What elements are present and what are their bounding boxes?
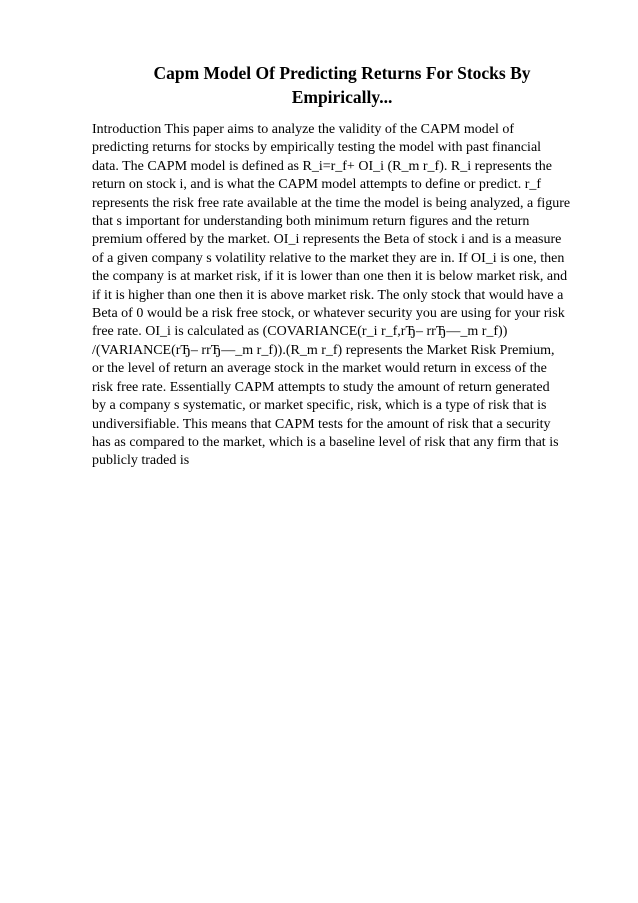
body-line: publicly traded is: [92, 453, 190, 469]
body-line: represents the risk free rate available at the time the model is being analyzed, a figure: [92, 195, 571, 211]
body-line: premium offered by the market. OI_i represents the Beta of stock i and is a measure: [92, 232, 562, 248]
body-line: data. The CAPM model is defined as R_i=r_f+ OI_i (R_m r_f). R_i represents the: [92, 158, 552, 174]
title-line: Capm Model Of Predicting Returns For Stocks By: [153, 63, 531, 83]
body-line: the company is at market risk, if it is lower than one then it is below market risk, and: [92, 269, 568, 285]
body-paragraph: [92, 121, 612, 471]
body-line: has as compared to the market, which is a baseline level of risk that any firm that is: [92, 434, 559, 450]
body-line: Introduction This paper aims to analyze the validity of the CAPM model of: [92, 122, 514, 137]
body-line: that s important for understanding both minimum return figures and the return: [92, 214, 530, 230]
title-line: Empirically...: [291, 87, 393, 107]
body-line: or the level of return an average stock in the market would return in excess of the: [92, 361, 547, 377]
body-line: predicting returns for stocks by empirically testing the model with past financial: [92, 140, 542, 156]
body-line: /(VARIANCE(rЂ– rrЂ—_m r_f)).(R_m r_f) represents the Market Risk Premium,: [92, 342, 555, 358]
body-line: Beta of 0 would be a risk free stock, or whatever security you are using for your risk: [92, 306, 565, 322]
body-line: free rate. OI_i is calculated as (COVARIANCE(r_i r_f,rЂ– rrЂ—_m r_f)): [92, 324, 508, 340]
document-title: [92, 61, 592, 109]
body-line: undiversifiable. This means that CAPM tests for the amount of risk that a security: [92, 416, 551, 432]
body-line: risk free rate. Essentially CAPM attempts to study the amount of return generated: [92, 379, 550, 395]
body-line: of a given company s volatility relative to the market they are in. If OI_i is one, then: [92, 250, 565, 266]
body-line: by a company s systematic, or market specific, risk, which is a type of risk that is: [92, 398, 547, 414]
body-line: return on stock i, and is what the CAPM model attempts to define or predict. r_f: [92, 177, 542, 193]
body-line: if it is higher than one then it is above market risk. The only stock that would have a: [92, 287, 564, 303]
